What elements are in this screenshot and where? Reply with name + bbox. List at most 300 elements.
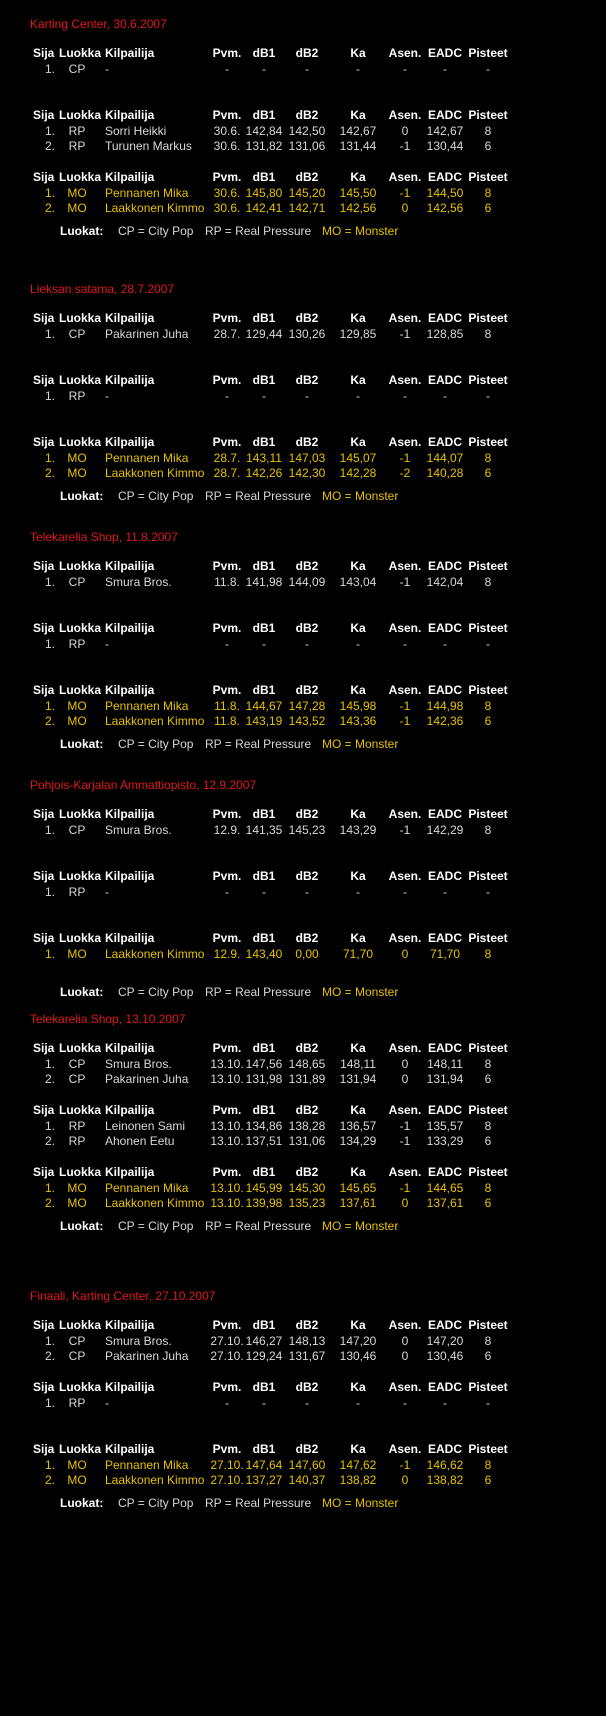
cell-pvm: 12.9. bbox=[213, 946, 241, 961]
cell-db1: 143,11 bbox=[246, 450, 282, 465]
cell-eadc: - bbox=[443, 636, 447, 651]
column-header-sija: Sija bbox=[33, 807, 55, 821]
column-header-luokka: Luokka bbox=[59, 1165, 102, 1179]
table-row bbox=[0, 1056, 554, 1072]
column-header-pvm: Pvm. bbox=[212, 869, 242, 883]
cell-db2: 131,06 bbox=[288, 1134, 326, 1148]
cell-db2: 0,00 bbox=[295, 946, 319, 961]
cell-sija: 1. bbox=[44, 1180, 55, 1195]
cell-sija: 1. bbox=[44, 574, 55, 589]
cell-db1: 139,98 bbox=[245, 1196, 283, 1210]
cell-asen: 0 bbox=[401, 1333, 409, 1348]
column-header-pvm: Pvm. bbox=[212, 46, 242, 60]
cell-name: Pennanen Mika bbox=[105, 185, 189, 200]
cell-db2: 142,71 bbox=[288, 201, 326, 215]
cell-ka: 143,29 bbox=[339, 822, 377, 837]
cell-db2: 142,50 bbox=[288, 123, 326, 138]
cell-eadc: - bbox=[443, 388, 447, 403]
column-header-ka: Ka bbox=[350, 869, 366, 883]
cell-db2: 144,09 bbox=[288, 574, 326, 589]
cell-name: Laakkonen Kimmo bbox=[105, 946, 205, 961]
cell-pvm: 30.6. bbox=[213, 185, 241, 200]
cell-db2: 135,23 bbox=[288, 1196, 326, 1210]
table-row bbox=[0, 138, 554, 154]
class-legend bbox=[0, 223, 554, 239]
cell-sija: 1. bbox=[44, 1395, 55, 1410]
column-header-db1: dB1 bbox=[252, 311, 276, 325]
column-header-db1: dB1 bbox=[252, 1103, 276, 1117]
cell-pisteet: 8 bbox=[484, 326, 492, 341]
cell-db2: 143,52 bbox=[288, 714, 326, 728]
results-table-header bbox=[0, 45, 554, 61]
results-table-header bbox=[0, 1164, 554, 1180]
column-header-pisteet: Pisteet bbox=[468, 46, 508, 60]
results-table-header bbox=[0, 107, 554, 123]
column-header-asen: Asen. bbox=[388, 559, 422, 573]
column-header-asen: Asen. bbox=[388, 108, 422, 122]
results-table-header bbox=[0, 1379, 554, 1395]
cell-db1: 134,86 bbox=[245, 1118, 283, 1133]
cell-sija: 1. bbox=[44, 946, 55, 961]
column-header-pisteet: Pisteet bbox=[468, 1380, 508, 1394]
column-header-luokka: Luokka bbox=[59, 311, 102, 325]
results-table-header bbox=[0, 868, 554, 884]
class-legend bbox=[0, 984, 554, 1000]
cell-name: Pakarinen Juha bbox=[105, 1072, 189, 1086]
table-row bbox=[0, 326, 554, 342]
cell-pvm: 27.10. bbox=[210, 1333, 244, 1348]
column-header-ka: Ka bbox=[350, 170, 366, 184]
cell-db1: - bbox=[262, 636, 266, 651]
column-header-db2: dB2 bbox=[295, 559, 319, 573]
column-header-sija: Sija bbox=[33, 311, 55, 325]
cell-db2: 145,23 bbox=[288, 822, 326, 837]
column-header-db2: dB2 bbox=[295, 170, 319, 184]
cell-luokka: CP bbox=[68, 61, 86, 76]
column-header-db1: dB1 bbox=[252, 108, 276, 122]
cell-sija: 2. bbox=[44, 1134, 55, 1148]
cell-luokka: MO bbox=[67, 1196, 87, 1210]
cell-db1: - bbox=[262, 388, 266, 403]
cell-pisteet: 8 bbox=[484, 450, 492, 465]
results-table-header bbox=[0, 310, 554, 326]
column-header-pisteet: Pisteet bbox=[468, 1103, 508, 1117]
legend-label: Luokat: bbox=[60, 1219, 104, 1233]
cell-luokka: RP bbox=[68, 1134, 86, 1148]
column-header-pvm: Pvm. bbox=[212, 311, 242, 325]
class-legend bbox=[0, 488, 554, 504]
column-header-luokka: Luokka bbox=[59, 683, 102, 697]
cell-asen: -1 bbox=[399, 714, 411, 728]
cell-db1: 147,56 bbox=[245, 1056, 283, 1071]
cell-asen: 0 bbox=[401, 1473, 409, 1487]
column-header-ka: Ka bbox=[350, 1103, 366, 1117]
cell-sija: 1. bbox=[44, 884, 55, 899]
cell-pisteet: 6 bbox=[484, 466, 492, 480]
column-header-eadc: EADC bbox=[427, 807, 462, 821]
column-header-eadc: EADC bbox=[427, 1165, 462, 1179]
cell-db2: 147,03 bbox=[288, 450, 326, 465]
legend-mo: MO = Monster bbox=[322, 1219, 399, 1233]
cell-pisteet: 8 bbox=[484, 123, 492, 138]
cell-eadc: 144,65 bbox=[426, 1180, 464, 1195]
column-header-luokka: Luokka bbox=[59, 1103, 102, 1117]
column-header-ka: Ka bbox=[350, 311, 366, 325]
column-header-kilpailija: Kilpailija bbox=[105, 46, 155, 60]
results-table-header bbox=[0, 806, 554, 822]
cell-name: Pennanen Mika bbox=[105, 450, 189, 465]
cell-luokka: RP bbox=[68, 884, 86, 899]
cell-db1: 144,67 bbox=[245, 698, 283, 713]
cell-ka: - bbox=[356, 884, 360, 899]
cell-sija: 1. bbox=[44, 1056, 55, 1071]
event-title: Telekarelia Shop, 13.10.2007 bbox=[30, 1012, 186, 1026]
table-row bbox=[0, 1118, 554, 1134]
cell-ka: 143,36 bbox=[339, 714, 377, 728]
cell-asen: -1 bbox=[399, 574, 411, 589]
cell-pisteet: 8 bbox=[484, 1118, 492, 1133]
cell-db1: 145,99 bbox=[245, 1180, 283, 1195]
cell-db1: 142,41 bbox=[245, 201, 283, 215]
column-header-pisteet: Pisteet bbox=[468, 621, 508, 635]
cell-luokka: RP bbox=[68, 1118, 86, 1133]
cell-db1: - bbox=[262, 1395, 266, 1410]
cell-pvm: 12.9. bbox=[213, 822, 241, 837]
results-table-header bbox=[0, 620, 554, 636]
column-header-eadc: EADC bbox=[427, 311, 462, 325]
table-row bbox=[0, 1472, 554, 1488]
cell-luokka: CP bbox=[68, 1333, 86, 1348]
legend-mo: MO = Monster bbox=[322, 985, 399, 999]
cell-pvm: 11.8. bbox=[214, 698, 240, 713]
column-header-eadc: EADC bbox=[427, 559, 462, 573]
column-header-db2: dB2 bbox=[295, 1380, 319, 1394]
cell-eadc: 148,11 bbox=[427, 1056, 463, 1071]
cell-sija: 1. bbox=[44, 1333, 55, 1348]
cell-asen: - bbox=[403, 61, 407, 76]
cell-sija: 1. bbox=[44, 326, 55, 341]
column-header-luokka: Luokka bbox=[59, 1442, 102, 1456]
cell-eadc: 146,62 bbox=[426, 1457, 464, 1472]
results-table-header bbox=[0, 1317, 554, 1333]
cell-eadc: 142,36 bbox=[426, 714, 464, 728]
cell-db2: 140,37 bbox=[288, 1473, 326, 1487]
cell-pvm: 13.10. bbox=[210, 1196, 244, 1210]
table-row bbox=[0, 698, 554, 714]
cell-pvm: - bbox=[225, 636, 229, 651]
legend-mo: MO = Monster bbox=[322, 489, 399, 503]
cell-ka: - bbox=[356, 388, 360, 403]
legend-mo: MO = Monster bbox=[322, 737, 399, 751]
cell-eadc: 144,98 bbox=[426, 698, 464, 713]
legend-cp: CP = City Pop bbox=[118, 1496, 194, 1510]
cell-db2: 131,06 bbox=[288, 139, 326, 153]
column-header-luokka: Luokka bbox=[59, 435, 102, 449]
results-table-header bbox=[0, 682, 554, 698]
legend-rp: RP = Real Pressure bbox=[205, 985, 312, 999]
table-row bbox=[0, 1348, 554, 1364]
column-header-pisteet: Pisteet bbox=[468, 559, 508, 573]
cell-eadc: 142,67 bbox=[426, 123, 464, 138]
cell-eadc: 147,20 bbox=[426, 1333, 464, 1348]
event-title: Karting Center, 30.6.2007 bbox=[30, 17, 167, 31]
cell-pisteet: - bbox=[486, 388, 490, 403]
cell-name: - bbox=[105, 636, 109, 651]
cell-db2: 148,13 bbox=[288, 1333, 326, 1348]
cell-luokka: MO bbox=[67, 1180, 87, 1195]
column-header-eadc: EADC bbox=[427, 931, 462, 945]
cell-sija: 1. bbox=[44, 822, 55, 837]
cell-eadc: 133,29 bbox=[426, 1134, 464, 1148]
column-header-db1: dB1 bbox=[252, 1442, 276, 1456]
table-row bbox=[0, 200, 554, 216]
cell-db1: 137,27 bbox=[245, 1473, 283, 1487]
table-row bbox=[0, 574, 554, 590]
cell-name: Pakarinen Juha bbox=[105, 326, 189, 341]
legend-cp: CP = City Pop bbox=[118, 489, 194, 503]
cell-ka: 130,46 bbox=[339, 1349, 377, 1363]
cell-sija: 2. bbox=[44, 139, 55, 153]
column-header-eadc: EADC bbox=[427, 108, 462, 122]
column-header-db2: dB2 bbox=[295, 621, 319, 635]
cell-name: Pakarinen Juha bbox=[105, 1349, 189, 1363]
cell-ka: 145,50 bbox=[339, 185, 377, 200]
event-title: Telekarelia Shop, 11.8.2007 bbox=[30, 530, 178, 544]
column-header-sija: Sija bbox=[33, 170, 55, 184]
cell-eadc: - bbox=[443, 1395, 447, 1410]
cell-ka: 148,11 bbox=[340, 1056, 376, 1071]
cell-eadc: 71,70 bbox=[429, 946, 461, 961]
column-header-pisteet: Pisteet bbox=[468, 683, 508, 697]
cell-name: Smura Bros. bbox=[105, 574, 172, 589]
column-header-luokka: Luokka bbox=[59, 869, 102, 883]
column-header-kilpailija: Kilpailija bbox=[105, 621, 155, 635]
cell-luokka: CP bbox=[68, 1072, 86, 1086]
legend-rp: RP = Real Pressure bbox=[205, 224, 312, 238]
cell-luokka: RP bbox=[68, 123, 86, 138]
column-header-pisteet: Pisteet bbox=[468, 807, 508, 821]
column-header-pvm: Pvm. bbox=[212, 435, 242, 449]
cell-asen: -2 bbox=[399, 466, 411, 480]
cell-asen: 0 bbox=[401, 1072, 409, 1086]
cell-luokka: MO bbox=[67, 1457, 87, 1472]
cell-ka: 131,44 bbox=[339, 139, 377, 153]
cell-pvm: 30.6. bbox=[213, 139, 241, 153]
column-header-ka: Ka bbox=[350, 807, 366, 821]
column-header-ka: Ka bbox=[350, 683, 366, 697]
table-row bbox=[0, 185, 554, 201]
cell-eadc: - bbox=[443, 884, 447, 899]
cell-name: - bbox=[105, 388, 109, 403]
cell-luokka: CP bbox=[68, 1056, 86, 1071]
column-header-luokka: Luokka bbox=[59, 931, 102, 945]
column-header-eadc: EADC bbox=[427, 869, 462, 883]
cell-name: Pennanen Mika bbox=[105, 1180, 189, 1195]
cell-pisteet: 8 bbox=[484, 1056, 492, 1071]
column-header-pvm: Pvm. bbox=[212, 1442, 242, 1456]
cell-pisteet: 6 bbox=[484, 139, 492, 153]
column-header-pvm: Pvm. bbox=[212, 1318, 242, 1332]
column-header-pisteet: Pisteet bbox=[468, 373, 508, 387]
cell-eadc: 135,57 bbox=[426, 1118, 464, 1133]
cell-sija: 1. bbox=[44, 123, 55, 138]
cell-pisteet: 6 bbox=[484, 1473, 492, 1487]
cell-name: Laakkonen Kimmo bbox=[105, 1196, 205, 1210]
cell-asen: - bbox=[403, 388, 407, 403]
column-header-pvm: Pvm. bbox=[212, 373, 242, 387]
column-header-db2: dB2 bbox=[295, 1041, 319, 1055]
column-header-asen: Asen. bbox=[388, 1318, 422, 1332]
column-header-sija: Sija bbox=[33, 869, 55, 883]
cell-ka: 129,85 bbox=[339, 326, 377, 341]
cell-sija: 2. bbox=[44, 1349, 55, 1363]
column-header-luokka: Luokka bbox=[59, 807, 102, 821]
cell-pvm: 11.8. bbox=[214, 574, 240, 589]
cell-asen: -1 bbox=[399, 1118, 411, 1133]
table-row bbox=[0, 946, 554, 962]
legend-cp: CP = City Pop bbox=[118, 224, 194, 238]
cell-ka: 147,62 bbox=[339, 1457, 377, 1472]
column-header-asen: Asen. bbox=[388, 46, 422, 60]
column-header-db1: dB1 bbox=[252, 170, 276, 184]
cell-luokka: RP bbox=[68, 139, 86, 153]
cell-pvm: 27.10. bbox=[210, 1349, 244, 1363]
cell-asen: -1 bbox=[399, 698, 411, 713]
column-header-eadc: EADC bbox=[427, 621, 462, 635]
cell-db1: 131,98 bbox=[245, 1072, 283, 1086]
cell-pvm: 13.10. bbox=[210, 1056, 244, 1071]
cell-luokka: MO bbox=[67, 185, 87, 200]
cell-pvm: 13.10. bbox=[210, 1180, 244, 1195]
cell-pvm: 27.10. bbox=[210, 1457, 244, 1472]
column-header-db1: dB1 bbox=[252, 869, 276, 883]
column-header-pisteet: Pisteet bbox=[468, 170, 508, 184]
column-header-db1: dB1 bbox=[252, 435, 276, 449]
column-header-kilpailija: Kilpailija bbox=[105, 435, 155, 449]
column-header-sija: Sija bbox=[33, 683, 55, 697]
cell-pisteet: 6 bbox=[484, 1349, 492, 1363]
cell-pvm: 13.10. bbox=[210, 1118, 244, 1133]
cell-db2: - bbox=[305, 884, 309, 899]
column-header-luokka: Luokka bbox=[59, 46, 102, 60]
column-header-pisteet: Pisteet bbox=[468, 435, 508, 449]
column-header-kilpailija: Kilpailija bbox=[105, 1165, 155, 1179]
column-header-sija: Sija bbox=[33, 1442, 55, 1456]
column-header-asen: Asen. bbox=[388, 1380, 422, 1394]
table-row bbox=[0, 884, 554, 900]
cell-sija: 1. bbox=[44, 1457, 55, 1472]
cell-name: Ahonen Eetu bbox=[105, 1134, 175, 1148]
cell-luokka: CP bbox=[68, 822, 86, 837]
column-header-db1: dB1 bbox=[252, 1165, 276, 1179]
cell-pisteet: 8 bbox=[484, 698, 492, 713]
column-header-kilpailija: Kilpailija bbox=[105, 1041, 155, 1055]
cell-pvm: 28.7. bbox=[213, 450, 241, 465]
cell-asen: -1 bbox=[399, 1134, 411, 1148]
table-row bbox=[0, 822, 554, 838]
results-table-header bbox=[0, 169, 554, 185]
cell-pisteet: 6 bbox=[484, 1196, 492, 1210]
column-header-pvm: Pvm. bbox=[212, 683, 242, 697]
column-header-eadc: EADC bbox=[427, 1318, 462, 1332]
column-header-sija: Sija bbox=[33, 1041, 55, 1055]
column-header-ka: Ka bbox=[350, 559, 366, 573]
cell-db1: 142,26 bbox=[245, 466, 283, 480]
cell-db1: 142,84 bbox=[245, 123, 283, 138]
cell-luokka: MO bbox=[67, 450, 87, 465]
legend-label: Luokat: bbox=[60, 489, 104, 503]
cell-eadc: 142,56 bbox=[426, 201, 464, 215]
cell-pisteet: 8 bbox=[484, 1333, 492, 1348]
cell-luokka: MO bbox=[67, 714, 87, 728]
cell-asen: - bbox=[403, 636, 407, 651]
column-header-kilpailija: Kilpailija bbox=[105, 1103, 155, 1117]
legend-cp: CP = City Pop bbox=[118, 985, 194, 999]
column-header-sija: Sija bbox=[33, 559, 55, 573]
column-header-pvm: Pvm. bbox=[212, 108, 242, 122]
table-row bbox=[0, 388, 554, 404]
legend-rp: RP = Real Pressure bbox=[205, 1496, 312, 1510]
cell-ka: 145,98 bbox=[339, 698, 377, 713]
column-header-kilpailija: Kilpailija bbox=[105, 931, 155, 945]
event-title: Finaali, Karting Center, 27.10.2007 bbox=[30, 1289, 216, 1303]
cell-pisteet: 6 bbox=[484, 714, 492, 728]
cell-pvm: 30.6. bbox=[213, 123, 241, 138]
cell-asen: -1 bbox=[399, 822, 411, 837]
cell-eadc: 142,29 bbox=[426, 822, 464, 837]
column-header-eadc: EADC bbox=[427, 1103, 462, 1117]
cell-pisteet: 8 bbox=[484, 822, 492, 837]
cell-luokka: CP bbox=[68, 574, 86, 589]
column-header-ka: Ka bbox=[350, 435, 366, 449]
cell-asen: -1 bbox=[399, 1457, 411, 1472]
column-header-asen: Asen. bbox=[388, 311, 422, 325]
column-header-pisteet: Pisteet bbox=[468, 931, 508, 945]
cell-sija: 2. bbox=[44, 466, 55, 480]
column-header-kilpailija: Kilpailija bbox=[105, 869, 155, 883]
cell-pisteet: 8 bbox=[484, 946, 492, 961]
cell-db2: - bbox=[305, 1395, 309, 1410]
cell-luokka: MO bbox=[67, 1473, 87, 1487]
column-header-db1: dB1 bbox=[252, 931, 276, 945]
cell-db1: - bbox=[262, 61, 266, 76]
cell-db2: 148,65 bbox=[288, 1056, 326, 1071]
cell-asen: 0 bbox=[401, 1196, 409, 1210]
column-header-kilpailija: Kilpailija bbox=[105, 108, 155, 122]
table-row bbox=[0, 1071, 554, 1087]
column-header-asen: Asen. bbox=[388, 1165, 422, 1179]
cell-name: Turunen Markus bbox=[105, 139, 192, 153]
cell-ka: 136,57 bbox=[339, 1118, 377, 1133]
table-row bbox=[0, 465, 554, 481]
column-header-asen: Asen. bbox=[388, 869, 422, 883]
cell-asen: 0 bbox=[401, 1056, 409, 1071]
cell-ka: - bbox=[356, 636, 360, 651]
legend-rp: RP = Real Pressure bbox=[205, 1219, 312, 1233]
class-legend bbox=[0, 1495, 554, 1511]
cell-eadc: 140,28 bbox=[426, 466, 464, 480]
table-row bbox=[0, 1457, 554, 1473]
cell-asen: 0 bbox=[401, 946, 409, 961]
results-table-header bbox=[0, 1441, 554, 1457]
column-header-db2: dB2 bbox=[295, 435, 319, 449]
cell-name: Laakkonen Kimmo bbox=[105, 1473, 205, 1487]
cell-pvm: - bbox=[225, 61, 229, 76]
cell-db1: 131,82 bbox=[245, 139, 283, 153]
cell-eadc: 128,85 bbox=[426, 326, 464, 341]
column-header-sija: Sija bbox=[33, 108, 55, 122]
table-row bbox=[0, 1133, 554, 1149]
